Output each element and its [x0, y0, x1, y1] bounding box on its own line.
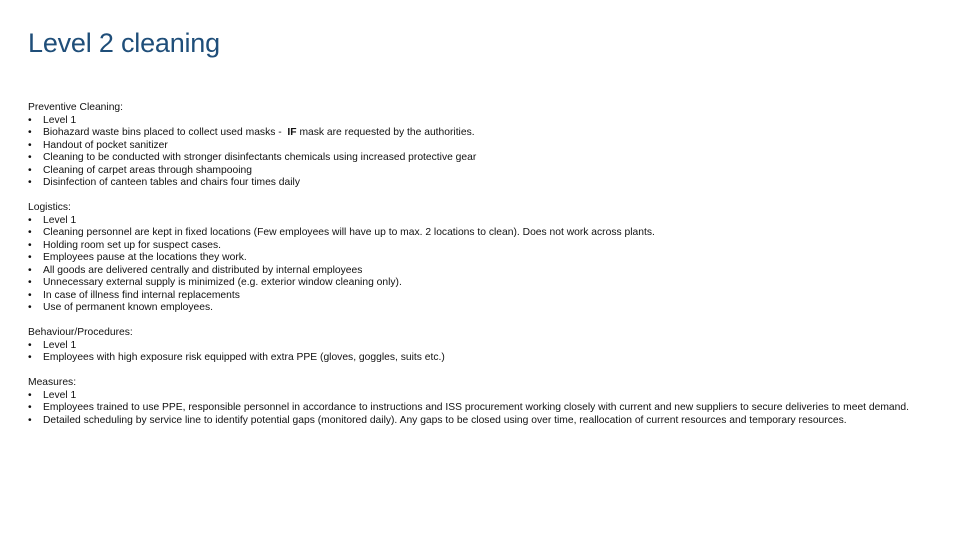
section-logistics — [28, 202, 933, 315]
list-item-text: Biohazard waste bins placed to collect used masks - — [43, 127, 282, 138]
section-heading: Behaviour/Procedures: — [28, 327, 133, 338]
bullet-icon: • — [28, 177, 32, 188]
section-measures — [28, 377, 933, 427]
section-heading: Measures: — [28, 377, 77, 388]
bullet-icon: • — [28, 227, 32, 238]
bullet-list — [28, 115, 933, 190]
bullet-icon: • — [28, 139, 32, 151]
bullet-list — [28, 215, 933, 315]
bullet-icon: • — [28, 114, 32, 126]
list-item — [28, 215, 933, 228]
list-item — [28, 140, 933, 153]
bullet-icon: • — [28, 302, 32, 313]
list-item-text: Handout of pocket sanitizer — [43, 139, 168, 151]
bullet-icon: • — [28, 214, 32, 226]
list-item — [28, 177, 933, 190]
slide-body — [28, 102, 933, 440]
list-item — [28, 402, 933, 415]
section-behaviour-procedures — [28, 327, 933, 365]
list-item — [28, 290, 933, 303]
list-item-text: Detailed scheduling by service line to identify potential gaps (monitored daily). Any gaps to be closed using over time, reallocation of current resources and temporary resources. — [43, 414, 847, 426]
list-item-text: Holding room set up for suspect cases. — [43, 239, 221, 251]
bullet-list — [28, 390, 933, 428]
bullet-icon: • — [28, 152, 32, 163]
bullet-icon: • — [28, 239, 32, 251]
list-item — [28, 165, 933, 178]
list-item — [28, 340, 933, 353]
list-item — [28, 277, 933, 290]
list-item-text: Cleaning to be conducted with stronger disinfectants chemicals using increased protective gear — [43, 152, 477, 163]
bullet-icon: • — [28, 264, 32, 276]
list-item — [28, 252, 933, 265]
list-item-text: Use of permanent known employees. — [43, 302, 213, 313]
list-item — [28, 352, 933, 365]
list-item-text: Level 1 — [43, 114, 77, 126]
bullet-icon: • — [28, 402, 32, 413]
section-heading: Preventive Cleaning: — [28, 102, 124, 113]
list-item-text: All goods are delivered centrally and distributed by internal employees — [43, 264, 363, 276]
bullet-icon: • — [28, 414, 32, 426]
bullet-list — [28, 340, 933, 365]
list-item — [28, 227, 933, 240]
bullet-icon: • — [28, 127, 32, 138]
list-item-text: Employees with high exposure risk equipped with extra PPE (gloves, goggles, suits etc.) — [43, 352, 445, 363]
list-item — [28, 152, 933, 165]
list-item — [28, 302, 933, 315]
bullet-icon: • — [28, 164, 32, 176]
bullet-icon: • — [28, 339, 32, 351]
list-item-text: Level 1 — [43, 389, 77, 401]
list-item — [28, 127, 933, 140]
emphasis-text: IF — [287, 127, 297, 138]
bullet-icon: • — [28, 352, 32, 363]
list-item-text: Level 1 — [43, 214, 77, 226]
section-heading: Logistics: — [28, 202, 71, 213]
bullet-icon: • — [28, 289, 32, 301]
list-item-text-tail: mask are requested by the authorities. — [299, 127, 475, 138]
list-item-text: Unnecessary external supply is minimized (e.g. exterior window cleaning only). — [43, 277, 402, 288]
list-item-text: Cleaning personnel are kept in fixed locations (Few employees will have up to max. 2 locations to clean). Does not work across plants. — [43, 227, 655, 238]
section-preventive-cleaning — [28, 102, 933, 190]
list-item — [28, 265, 933, 278]
list-item-text: In case of illness find internal replacements — [43, 289, 240, 301]
list-item-text: Employees pause at the locations they work. — [43, 252, 247, 263]
bullet-icon: • — [28, 389, 32, 401]
bullet-icon: • — [28, 277, 32, 288]
list-item-text: Level 1 — [43, 339, 77, 351]
list-item-text: Disinfection of canteen tables and chairs four times daily — [43, 177, 300, 188]
bullet-icon: • — [28, 252, 32, 263]
list-item — [28, 415, 933, 428]
list-item-text: Employees trained to use PPE, responsible personnel in accordance to instructions and ISS procurement working closely with current and new suppliers to secure deliveries to meet demand. — [43, 402, 909, 413]
list-item — [28, 240, 933, 253]
list-item — [28, 390, 933, 403]
list-item — [28, 115, 933, 128]
list-item-text: Cleaning of carpet areas through shampooing — [43, 164, 252, 176]
slide-title: Level 2 cleaning — [28, 28, 220, 58]
